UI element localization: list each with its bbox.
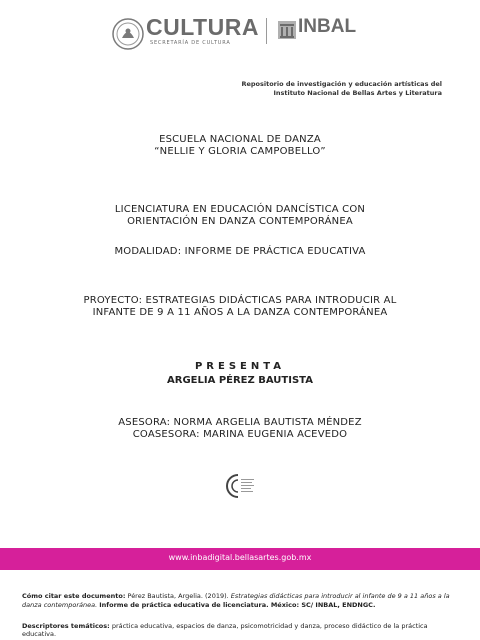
inbal-building-icon <box>278 21 296 39</box>
mexico-seal-icon <box>112 18 144 50</box>
degree-title <box>0 204 480 228</box>
presenta-label: PRESENTA <box>194 361 286 372</box>
cultura-logo-text: CULTURA <box>146 14 259 40</box>
school-logo-icon <box>226 473 256 499</box>
citation-title: Estrategias didácticas para introducir al infante de 9 a 11 años a la danza contemporánea. <box>22 592 450 609</box>
repository-line-2: Instituto Nacional de Bellas Artes y Literatura <box>273 89 442 97</box>
descriptors <box>22 622 460 638</box>
project-line-2: INFANTE DE 9 A 11 AÑOS A LA DANZA CONTEMPORÁNEA <box>92 307 388 318</box>
repository-line-1: Repositorio de investigación y educación artísticas del <box>241 80 442 88</box>
citation <box>22 592 460 610</box>
citation-rest: Informe de práctica educativa de licenciatura. México: SC/ INBAL, ENDNGC. <box>99 601 376 609</box>
cultura-subtitle: SECRETARÍA DE CULTURA <box>150 40 231 46</box>
degree-line-2: ORIENTACIÓN EN DANZA CONTEMPORÁNEA <box>127 216 353 227</box>
modality: MODALIDAD: INFORME DE PRÁCTICA EDUCATIVA <box>114 246 366 257</box>
inbal-logo-text: INBAL <box>298 16 357 37</box>
project-line-1: PROYECTO: ESTRATEGIAS DIDÁCTICAS PARA INTRODUCIR AL <box>83 295 397 306</box>
asesora: ASESORA: NORMA ARGELIA BAUTISTA MÉNDEZ <box>118 417 362 428</box>
author-name: ARGELIA PÉREZ BAUTISTA <box>167 375 313 386</box>
coasesora: COASESORA: MARINA EUGENIA ACEVEDO <box>132 429 348 440</box>
project-title <box>0 295 480 319</box>
descriptors-text: práctica educativa, espacios de danza, psicomotricidad y danza, proceso didáctico de la práctica educativa. <box>22 622 428 638</box>
advisors <box>0 417 480 441</box>
citation-label: Cómo citar este documento: <box>22 592 126 600</box>
descriptors-label: Descriptores temáticos: <box>22 622 110 630</box>
footer-url-link[interactable]: www.inbadigital.bellasartes.gob.mx <box>168 553 312 562</box>
citation-author: Pérez Bautista, Argelia. (2019). <box>127 592 229 600</box>
degree-line-1: LICENCIATURA EN EDUCACIÓN DANCÍSTICA CON <box>114 204 366 215</box>
school-name <box>0 134 480 158</box>
repository-note <box>241 80 442 98</box>
school-line-1: ESCUELA NACIONAL DE DANZA <box>159 134 321 145</box>
header-divider <box>266 18 267 44</box>
school-line-2: “NELLIE Y GLORIA CAMPOBELLO” <box>154 146 326 157</box>
